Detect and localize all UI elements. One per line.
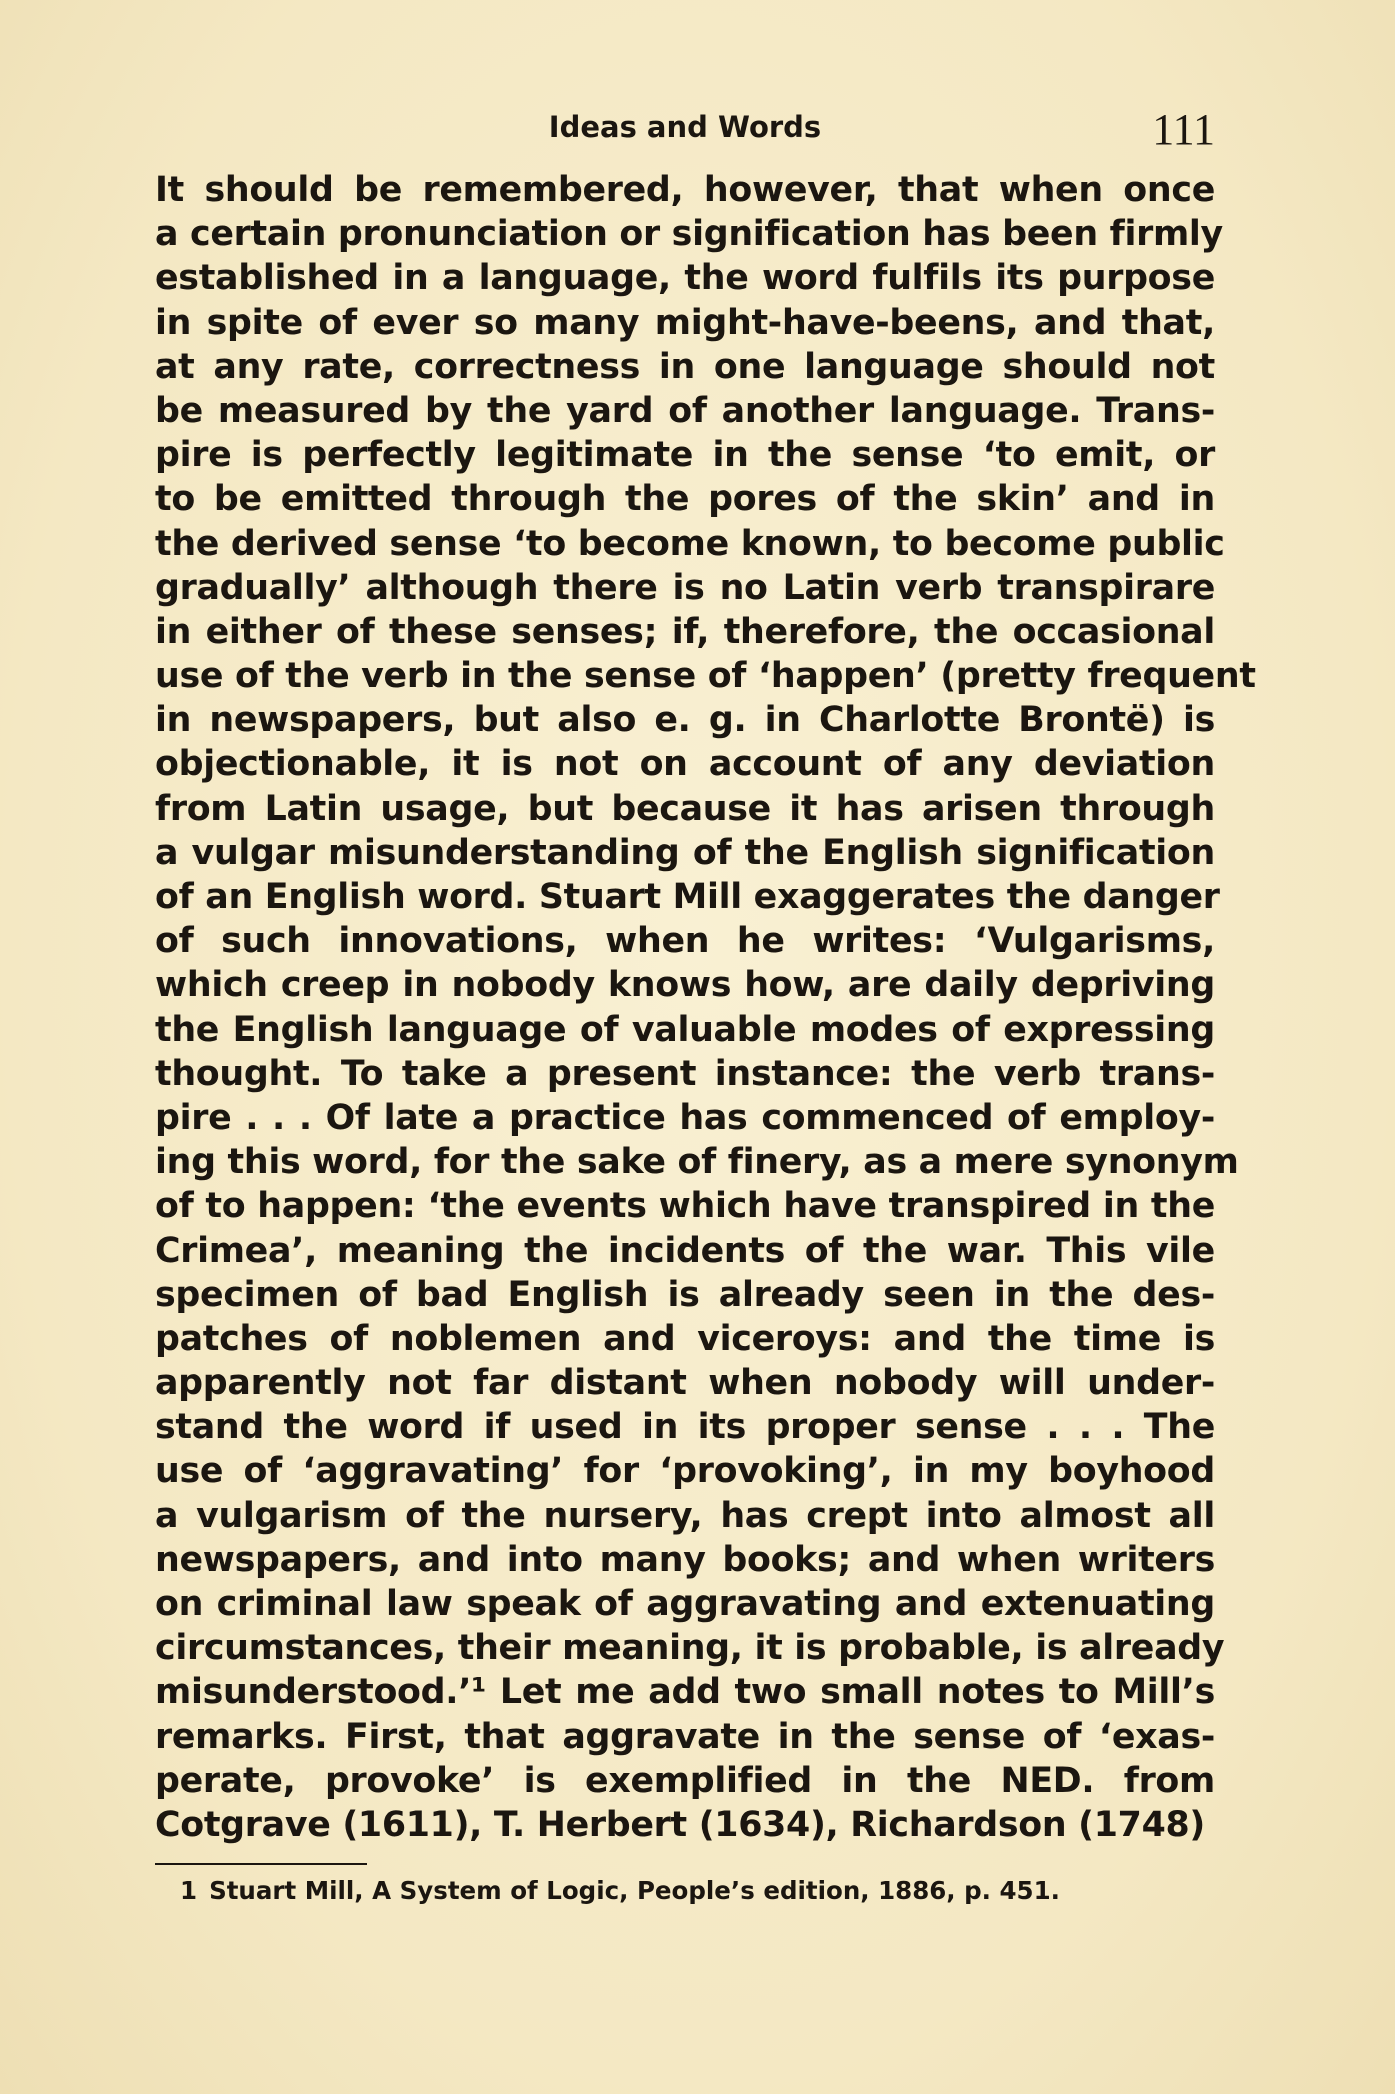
text-line: newspapers, and into many books; and when writers — [155, 1539, 1215, 1580]
text-line: remarks. First, that aggravate in the sense of ‘exas- — [155, 1716, 1215, 1757]
text-line: Cotgrave (1611), T. Herbert (1634), Richardson (1748) — [155, 1804, 1206, 1845]
text-line: from Latin usage, but because it has arisen through — [155, 788, 1215, 829]
text-line: in newspapers, but also e. g. in Charlotte Brontë) is — [155, 700, 1215, 741]
text-line: use of ‘aggravating’ for ‘provoking’, in my boyhood — [155, 1451, 1215, 1492]
text-line: at any rate, correctness in one language should not — [155, 346, 1215, 387]
running-title: Ideas and Words — [548, 110, 822, 144]
text-line: of such innovations, when he writes: ‘Vulgarisms, — [155, 921, 1215, 962]
page-number: 111 — [1152, 105, 1215, 154]
text-line: which creep in nobody knows how, are daily depriving — [155, 965, 1215, 1006]
text-line: pire is perfectly legitimate in the sense ‘to emit, or — [155, 435, 1215, 476]
text-line: Crimea’, meaning the incidents of the war. This vile — [155, 1230, 1215, 1271]
running-head — [155, 104, 1215, 154]
text-line: pire . . . Of late a practice has commenced of employ- — [155, 1097, 1215, 1138]
text-line: the English language of valuable modes of expressing — [155, 1009, 1215, 1050]
text-line: apparently not far distant when nobody will under- — [155, 1363, 1215, 1404]
text-line: established in a language, the word fulfils its purpose — [155, 258, 1215, 299]
text-line: It should be remembered, however, that when once — [155, 170, 1215, 210]
text-line: of to happen: ‘the events which have transpired in the — [155, 1186, 1215, 1227]
text-line: to be emitted through the pores of the skin’ and in — [155, 479, 1215, 520]
text-line: perate, provoke’ is exemplified in the NED. from — [155, 1760, 1215, 1801]
footnote — [180, 1876, 1060, 1905]
text-line: in spite of ever so many might-have-beens, and that, — [155, 302, 1215, 343]
text-line: stand the word if used in its proper sense . . . The — [155, 1407, 1215, 1448]
text-line: specimen of bad English is already seen in the des- — [155, 1274, 1215, 1315]
text-line: of an English word. Stuart Mill exaggerates the danger — [155, 877, 1220, 917]
footnote-number: 1 — [180, 1876, 198, 1905]
text-line: objectionable, it is not on account of any deviation — [155, 744, 1215, 785]
text-line: thought. To take a present instance: the verb trans- — [155, 1053, 1215, 1094]
text-line: a vulgarism of the nursery, has crept into almost all — [155, 1495, 1215, 1536]
text-line: patches of noblemen and viceroys: and the time is — [155, 1318, 1215, 1359]
text-line: the derived sense ‘to become known, to become public — [155, 523, 1225, 564]
text-line: in either of these senses; if, therefore, the occasional — [155, 611, 1215, 652]
body-text — [155, 168, 1256, 1847]
text-line: a vulgar misunderstanding of the English signification — [155, 832, 1215, 873]
text-line: circumstances, their meaning, it is probable, is already — [155, 1628, 1225, 1669]
text-line: a certain pronunciation or signification has been firmly — [155, 214, 1223, 255]
text-line: gradually’ although there is no Latin verb transpirare — [155, 567, 1215, 608]
text-line: on criminal law speak of aggravating and extenuating — [155, 1584, 1215, 1624]
footnote-text: Stuart Mill, A System of Logic, People’s edition, 1886, p. 451. — [209, 1876, 1060, 1905]
text-line: ing this word, for the sake of finery, as a mere synonym — [155, 1142, 1239, 1183]
footnote-rule — [155, 1863, 367, 1865]
text-line: use of the verb in the sense of ‘happen’ (pretty frequent — [155, 656, 1256, 697]
text-line: be measured by the yard of another language. Trans- — [155, 390, 1215, 431]
text-line: misunderstood.’¹ Let me add two small notes to Mill’s — [155, 1672, 1215, 1713]
